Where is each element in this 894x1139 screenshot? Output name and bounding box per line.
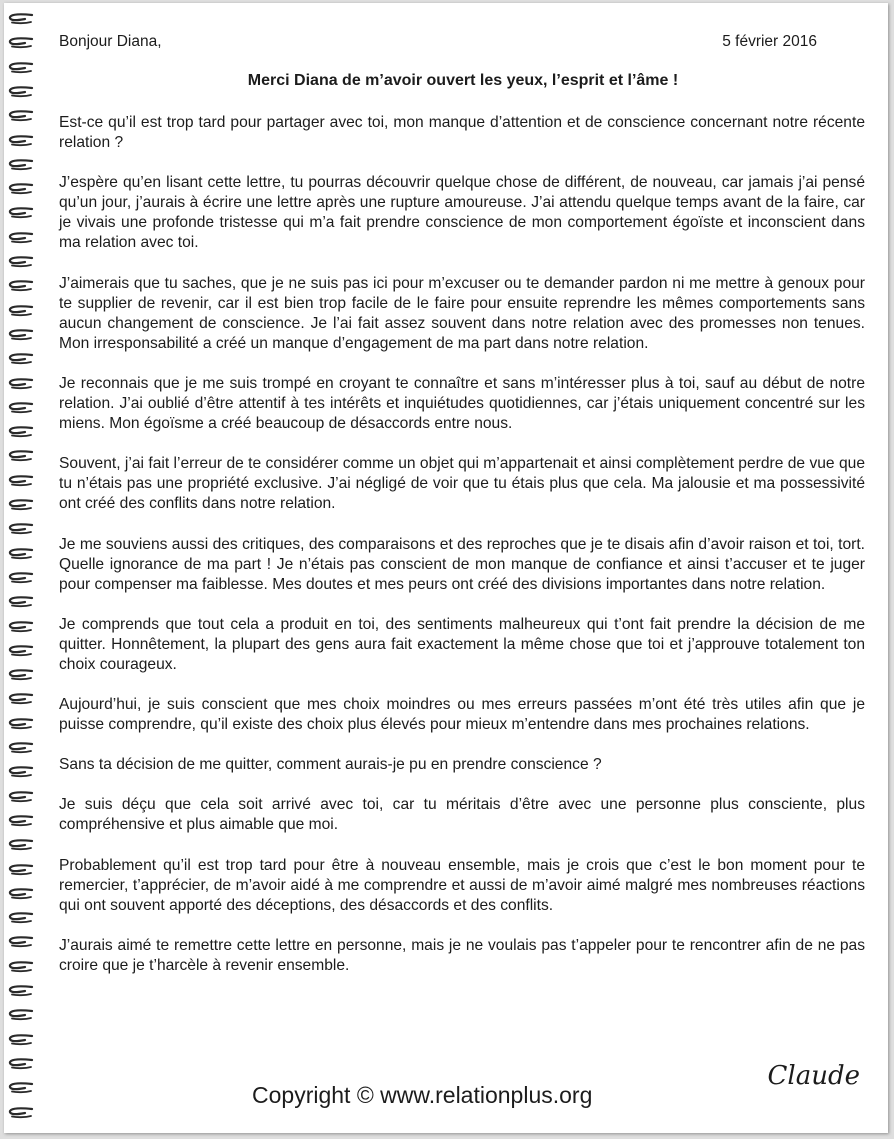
- spiral-binding-ring-icon: [8, 207, 34, 219]
- spiral-binding-ring-icon: [8, 985, 34, 997]
- paragraph: Est-ce qu’il est trop tard pour partager avec toi, mon manque d’attention et de conscience concernant notre récente relation ?: [59, 114, 865, 152]
- spiral-binding-ring-icon: [8, 402, 34, 414]
- spiral-binding-ring-icon: [8, 37, 34, 49]
- spiral-binding-ring-icon: [8, 1009, 34, 1021]
- spiral-binding-ring-icon: [8, 936, 34, 948]
- spiral-binding-ring-icon: [8, 693, 34, 705]
- paragraph: Je suis déçu que cela soit arrivé avec toi, car tu méritais d’être avec une personne plus consciente, plus compréhensive et plus aimable que moi.: [59, 796, 865, 834]
- spiral-binding-ring-icon: [8, 1034, 34, 1046]
- spiral-binding-ring-icon: [8, 135, 34, 147]
- spiral-binding-ring-icon: [8, 183, 34, 195]
- spiral-binding-ring-icon: [8, 378, 34, 390]
- spiral-binding-ring-icon: [8, 669, 34, 681]
- spiral-binding: [4, 13, 44, 1133]
- paragraph: Je reconnais que je me suis trompé en croyant te connaître et sans m’intéresser plus à toi, sauf au début de notre relation. J’ai oublié d’être attentif à tes intérêts et inquiétudes quotidiennes, car j’étais uniquement concentré sur les miens. Mon égoïsme a créé beaucoup de désaccords entre nous.: [59, 374, 865, 433]
- spiral-binding-ring-icon: [8, 62, 34, 74]
- spiral-binding-ring-icon: [8, 280, 34, 292]
- spiral-binding-ring-icon: [8, 1082, 34, 1094]
- spiral-binding-ring-icon: [8, 766, 34, 778]
- spiral-binding-ring-icon: [8, 961, 34, 973]
- letter-page: [4, 3, 888, 1133]
- spiral-binding-ring-icon: [8, 596, 34, 608]
- paragraph: Je me souviens aussi des critiques, des comparaisons et des reproches que je te disais afin d’avoir raison et toi, tort. Quelle ignorance de ma part ! Je n’étais pas conscient de mon manque de confiance et ainsi t’accuser et te juger pour compenser ma faiblesse. Mes doutes et mes peurs ont créé des divisions importantes dans notre relation.: [59, 535, 865, 593]
- spiral-binding-ring-icon: [8, 888, 34, 900]
- spiral-binding-ring-icon: [8, 426, 34, 438]
- spiral-binding-ring-icon: [8, 305, 34, 317]
- spiral-binding-ring-icon: [8, 645, 34, 657]
- spiral-binding-ring-icon: [8, 718, 34, 730]
- signature: Claude: [767, 1061, 860, 1091]
- paragraph: J’aurais aimé te remettre cette lettre en personne, mais je ne voulais pas t’appeler pour te rencontrer afin de ne pas croire que je t’harcèle à revenir ensemble.: [59, 936, 865, 974]
- spiral-binding-ring-icon: [8, 1107, 34, 1119]
- letter-body: [59, 113, 865, 996]
- spiral-binding-ring-icon: [8, 572, 34, 584]
- spiral-binding-ring-icon: [8, 815, 34, 827]
- spiral-binding-ring-icon: [8, 110, 34, 122]
- spiral-binding-ring-icon: [8, 450, 34, 462]
- spiral-binding-ring-icon: [8, 499, 34, 511]
- spiral-binding-ring-icon: [8, 523, 34, 535]
- greeting: Bonjour Diana,: [59, 33, 162, 50]
- spiral-binding-ring-icon: [8, 1058, 34, 1070]
- spiral-binding-ring-icon: [8, 912, 34, 924]
- spiral-binding-ring-icon: [8, 742, 34, 754]
- spiral-binding-ring-icon: [8, 475, 34, 487]
- spiral-binding-ring-icon: [8, 864, 34, 876]
- paragraph: Aujourd’hui, je suis conscient que mes choix moindres ou mes erreurs passées m’ont été très utiles afin que je puisse comprendre, qu’il existe des choix plus élevés pour mieux m’entendre dans mes prochaines relations.: [59, 696, 865, 734]
- spiral-binding-ring-icon: [8, 353, 34, 365]
- paragraph: J’espère qu’en lisant cette lettre, tu pourras découvrir quelque chose de différent, de nouveau, car jamais j’ai pensé qu’un jour, j’aurais à écrire une lettre après une rupture amoureuse. J’ai attendu quelque temps avant de la faire, car je vivais une profonde tristesse qui m’a fait prendre conscience de mon comportement égoïste et inconscient dans ma relation avec toi.: [59, 174, 865, 252]
- letter-title: Merci Diana de m’avoir ouvert les yeux, l’esprit et l’âme !: [247, 72, 679, 89]
- spiral-binding-ring-icon: [8, 621, 34, 633]
- letter-date: 5 février 2016: [722, 33, 817, 50]
- spiral-binding-ring-icon: [8, 232, 34, 244]
- spiral-binding-ring-icon: [8, 256, 34, 268]
- spiral-binding-ring-icon: [8, 329, 34, 341]
- spiral-binding-ring-icon: [8, 13, 34, 25]
- spiral-binding-ring-icon: [8, 791, 34, 803]
- paragraph: Probablement qu’il est trop tard pour être à nouveau ensemble, mais je crois que c’est le bon moment pour te remercier, t’apprécier, de m’avoir aidé à me comprendre et aussi de m’avoir aimé malgré mes nombreuses réactions qui ont souvent apporté des déceptions, des désaccords et des conflits.: [59, 856, 865, 914]
- paragraph: Je comprends que tout cela a produit en toi, des sentiments malheureux qui t’ont fait prendre la décision de me quitter. Honnêtement, la plupart des gens aura fait exactement la même chose que toi et j’approuve totalement ton choix courageux.: [59, 615, 865, 673]
- copyright-notice: Copyright © www.relationplus.org: [252, 1082, 593, 1108]
- spiral-binding-ring-icon: [8, 839, 34, 851]
- letter-header: [59, 33, 817, 53]
- paragraph: Souvent, j’ai fait l’erreur de te considérer comme un objet qui m’appartenait et ainsi complètement perdre de vue que tu n’étais pas une propriété exclusive. J’ai négligé de voir que tu étais plus que cela. Ma jalousie et ma possessivité ont créé des conflits dans notre relation.: [59, 455, 865, 513]
- spiral-binding-ring-icon: [8, 86, 34, 98]
- spiral-binding-ring-icon: [8, 548, 34, 560]
- paragraph: Sans ta décision de me quitter, comment aurais-je pu en prendre conscience ?: [59, 756, 602, 774]
- spiral-binding-ring-icon: [8, 159, 34, 171]
- paragraph: J’aimerais que tu saches, que je ne suis pas ici pour m’excuser ou te demander pardon ni me mettre à genoux pour te supplier de revenir, car il est bien trop facile de le faire pour ensuite reprendre les mêmes comportements sans aucun changement de conscience. Je l’ai fait assez souvent dans notre relation avec des promesses non tenues. Mon irresponsabilité a créé un manque d’engagement de ma part dans notre relation.: [59, 274, 865, 352]
